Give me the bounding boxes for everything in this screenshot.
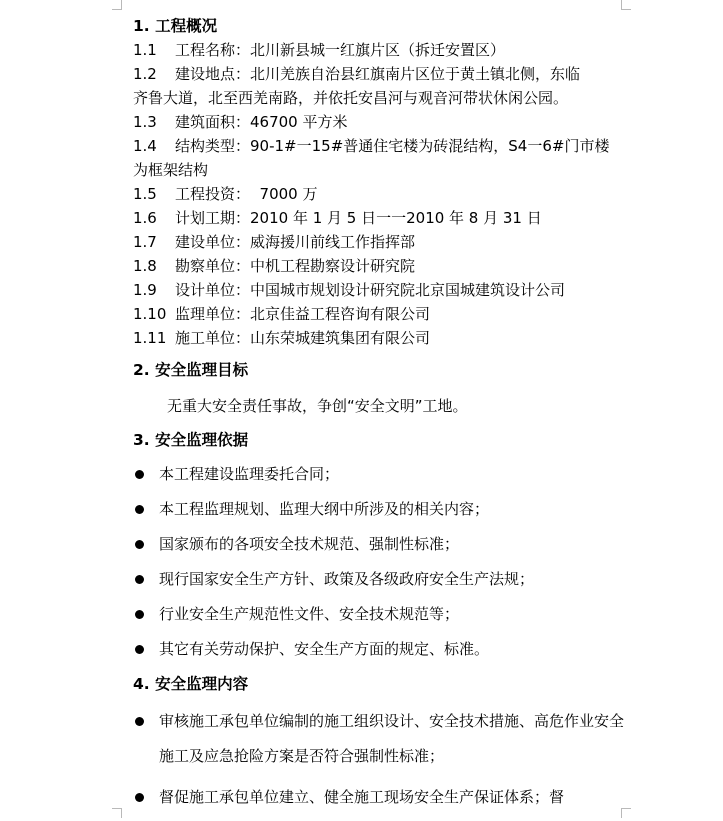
bullet-item: 行业安全生产规范性文件、安全技术规范等； — [133, 602, 633, 626]
item-1-10: 1.10 监理单位：北京佳益工程咨询有限公司 — [133, 305, 431, 323]
item-1-4-continued: 为框架结构 — [133, 161, 209, 179]
bullet-item: 现行国家安全生产方针、政策及各级政府安全生产法规； — [133, 567, 633, 591]
section-2-body: 无重大安全责任事故，争创“安全文明”工地。 — [167, 397, 468, 415]
item-1-11: 1.11 施工单位：山东荣城建筑集团有限公司 — [133, 329, 431, 347]
bullet-item: 审核施工承包单位编制的施工组织设计、安全技术措施、高危作业安全施工及应急抢险方案是否符合强制性标准； — [133, 704, 633, 774]
bullet-item: 督促施工承包单位建立、健全施工现场安全生产保证体系；督 — [133, 780, 633, 815]
item-1-1: 1.1 工程名称：北川新县城一红旗片区（拆迁安置区） — [133, 41, 506, 59]
item-1-9: 1.9 设计单位：中国城市规划设计研究院北京国城建筑设计公司 — [133, 281, 566, 299]
bullet-dot-icon — [135, 610, 144, 619]
section-heading-1: 1. 工程概况 — [133, 17, 218, 35]
bullet-dot-icon — [135, 575, 144, 584]
section-heading-4: 4. 安全监理内容 — [133, 675, 249, 693]
bullet-item: 本工程建设监理委托合同； — [133, 462, 633, 486]
crop-mark-top-left — [112, 0, 122, 10]
bullet-item: 其它有关劳动保护、安全生产方面的规定、标准。 — [133, 637, 633, 661]
document-page — [133, 14, 633, 821]
section-heading-2: 2. 安全监理目标 — [133, 361, 249, 379]
item-1-3: 1.3 建筑面积：46700 平方米 — [133, 113, 348, 131]
bullet-dot-icon — [135, 505, 144, 514]
item-1-5: 1.5 工程投资： 7000 万 — [133, 185, 318, 203]
crop-mark-top-right — [621, 0, 631, 10]
bullet-item: 国家颁布的各项安全技术规范、强制性标准； — [133, 532, 633, 556]
crop-mark-bottom-left — [112, 808, 122, 818]
bullet-dot-icon — [135, 470, 144, 479]
item-1-6: 1.6 计划工期：2010 年 1 月 5 日一一2010 年 8 月 31 日 — [133, 209, 542, 227]
bullet-dot-icon — [135, 540, 144, 549]
bullet-item: 本工程监理规划、监理大纲中所涉及的相关内容； — [133, 497, 633, 521]
bullet-dot-icon — [135, 793, 144, 802]
item-1-2: 1.2 建设地点：北川羌族自治县红旗南片区位于黄土镇北侧，东临 — [133, 65, 581, 83]
item-1-4: 1.4 结构类型：90-1#一15#普通住宅楼为砖混结构，S4一6#门市楼 — [133, 137, 610, 155]
section-heading-3: 3. 安全监理依据 — [133, 431, 249, 449]
item-1-2-continued: 齐鲁大道，北至西羌南路，并依托安昌河与观音河带状休闲公园。 — [133, 89, 569, 107]
item-1-7: 1.7 建设单位：威海援川前线工作指挥部 — [133, 233, 416, 251]
bullet-dot-icon — [135, 717, 144, 726]
item-1-8: 1.8 勘察单位：中机工程勘察设计研究院 — [133, 257, 416, 275]
bullet-dot-icon — [135, 645, 144, 654]
